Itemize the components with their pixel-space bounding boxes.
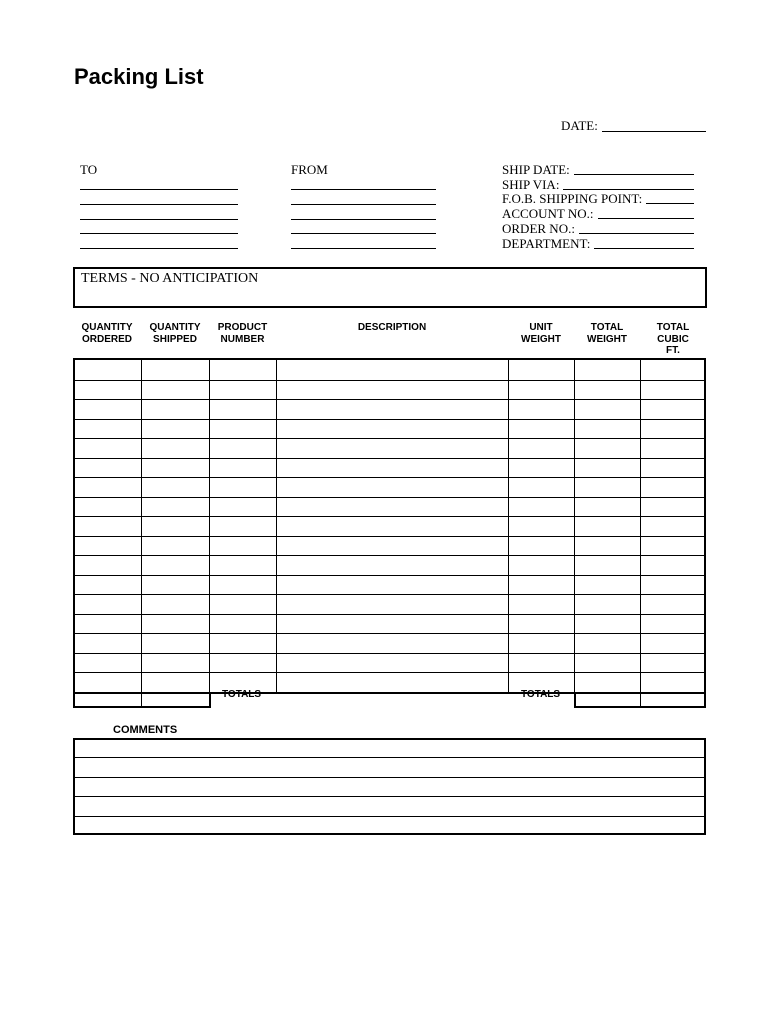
table-cell-qty-ordered[interactable] <box>75 439 140 457</box>
totals-label-right: TOTALS <box>521 689 561 700</box>
table-cell-product-number[interactable] <box>211 556 275 574</box>
table-cell-unit-weight[interactable] <box>510 459 573 477</box>
table-cell-product-number[interactable] <box>211 615 275 633</box>
table-cell-unit-weight[interactable] <box>510 615 573 633</box>
table-cell-qty-shipped[interactable] <box>143 381 208 399</box>
table-cell-total-cubic-ft[interactable] <box>642 537 705 555</box>
table-row <box>73 380 706 400</box>
table-cell-product-number[interactable] <box>211 654 275 672</box>
items-table <box>73 358 706 708</box>
table-cell-unit-weight[interactable] <box>510 537 573 555</box>
table-row <box>73 419 706 439</box>
table-cell-total-weight[interactable] <box>576 556 639 574</box>
table-cell-qty-ordered[interactable] <box>75 498 140 516</box>
table-cell-product-number[interactable] <box>211 576 275 594</box>
table-cell-total-weight[interactable] <box>576 400 639 418</box>
table-cell-product-number[interactable] <box>211 439 275 457</box>
table-cell-qty-shipped[interactable] <box>143 478 208 496</box>
date-label: DATE: <box>561 118 598 133</box>
column-header-total-cubic-ft: TOTAL CUBIC FT. <box>656 322 690 356</box>
table-cell-total-weight[interactable] <box>576 498 639 516</box>
table-cell-qty-shipped[interactable] <box>143 634 208 652</box>
table-row <box>73 458 706 478</box>
to-heading: TO <box>80 162 98 177</box>
table-cell-unit-weight[interactable] <box>510 420 573 438</box>
table-cell-total-cubic-ft[interactable] <box>642 576 705 594</box>
column-header-description: DESCRIPTION <box>357 322 427 333</box>
table-cell-total-weight[interactable] <box>576 361 639 379</box>
table-cell-total-cubic-ft[interactable] <box>642 478 705 496</box>
table-row <box>73 614 706 634</box>
to-address-line[interactable] <box>80 219 238 220</box>
table-row <box>73 477 706 497</box>
comments-left-border <box>73 738 75 835</box>
table-cell-description[interactable] <box>278 537 507 555</box>
table-cell-total-weight[interactable] <box>576 478 639 496</box>
table-cell-qty-ordered[interactable] <box>75 576 140 594</box>
comment-line-field[interactable] <box>76 818 703 834</box>
table-cell-description[interactable] <box>278 400 507 418</box>
table-cell-product-number[interactable] <box>211 381 275 399</box>
table-cell-description[interactable] <box>278 673 507 691</box>
table-cell-qty-shipped[interactable] <box>143 361 208 379</box>
table-cell-qty-shipped[interactable] <box>143 420 208 438</box>
table-cell-unit-weight[interactable] <box>510 556 573 574</box>
table-row <box>73 672 706 692</box>
table-cell-description[interactable] <box>278 498 507 516</box>
comments-line <box>73 816 706 817</box>
comment-line-field[interactable] <box>76 759 703 775</box>
column-header-qty-shipped: QUANTITY SHIPPED <box>149 322 201 345</box>
table-cell-unit-weight[interactable] <box>510 654 573 672</box>
table-cell-qty-ordered[interactable] <box>75 478 140 496</box>
table-cell-qty-shipped[interactable] <box>143 576 208 594</box>
ship-field-label: SHIP VIA: <box>502 176 560 192</box>
to-address-line[interactable] <box>80 204 238 205</box>
table-cell-qty-ordered[interactable] <box>75 537 140 555</box>
table-cell-description[interactable] <box>278 439 507 457</box>
table-cell-description[interactable] <box>278 634 507 652</box>
table-cell-total-weight[interactable] <box>576 673 639 691</box>
table-cell-qty-ordered[interactable] <box>75 381 140 399</box>
comments-box <box>73 738 706 835</box>
column-header-product-number: PRODUCT NUMBER <box>217 322 268 345</box>
table-cell-product-number[interactable] <box>211 400 275 418</box>
comments-line <box>73 757 706 758</box>
table-cell-qty-ordered[interactable] <box>75 459 140 477</box>
table-cell-qty-shipped[interactable] <box>143 595 208 613</box>
table-cell-total-cubic-ft[interactable] <box>642 439 705 457</box>
comments-line <box>73 777 706 778</box>
from-address-line[interactable] <box>291 233 436 234</box>
ship-field-label: ACCOUNT NO.: <box>502 206 594 222</box>
table-cell-qty-ordered[interactable] <box>75 361 140 379</box>
table-cell-unit-weight[interactable] <box>510 634 573 652</box>
table-cell-qty-shipped[interactable] <box>143 439 208 457</box>
ship-field-blank[interactable] <box>598 218 695 219</box>
table-body-bottom <box>73 692 706 694</box>
comment-line-field[interactable] <box>76 798 703 814</box>
ship-field-row <box>502 162 712 177</box>
terms-text: TERMS - NO ANTICIPATION <box>81 271 259 286</box>
table-cell-total-cubic-ft[interactable] <box>642 361 705 379</box>
table-cell-unit-weight[interactable] <box>510 576 573 594</box>
table-cell-total-weight[interactable] <box>576 459 639 477</box>
column-header-unit-weight: UNIT WEIGHT <box>521 322 561 345</box>
table-cell-total-cubic-ft[interactable] <box>642 517 705 535</box>
to-address-line[interactable] <box>80 248 238 249</box>
table-cell-total-cubic-ft[interactable] <box>642 673 705 691</box>
table-row <box>73 594 706 614</box>
table-row <box>73 516 706 536</box>
table-cell-total-cubic-ft[interactable] <box>642 595 705 613</box>
table-cell-description[interactable] <box>278 459 507 477</box>
table-cell-total-weight[interactable] <box>576 420 639 438</box>
from-address-line[interactable] <box>291 189 436 190</box>
table-row <box>73 399 706 419</box>
ship-field-label: DEPARTMENT: <box>502 235 591 251</box>
totals-left-bottom <box>73 706 211 708</box>
table-cell-description[interactable] <box>278 517 507 535</box>
table-row <box>73 653 706 673</box>
table-cell-total-cubic-ft[interactable] <box>642 381 705 399</box>
comments-right-border <box>704 738 706 835</box>
table-cell-unit-weight[interactable] <box>510 595 573 613</box>
date-field[interactable] <box>602 131 706 132</box>
table-cell-description[interactable] <box>278 576 507 594</box>
from-address-line[interactable] <box>291 204 436 205</box>
totals-label-left: TOTALS <box>222 689 262 700</box>
column-header-total-weight: TOTAL WEIGHT <box>587 322 627 345</box>
table-cell-total-cubic-ft[interactable] <box>642 420 705 438</box>
table-cell-product-number[interactable] <box>211 459 275 477</box>
table-cell-total-weight[interactable] <box>576 615 639 633</box>
table-cell-qty-shipped[interactable] <box>143 517 208 535</box>
comment-line-field[interactable] <box>76 779 703 795</box>
table-cell-unit-weight[interactable] <box>510 400 573 418</box>
table-row <box>73 360 706 380</box>
ship-field-row <box>502 236 712 251</box>
table-cell-total-weight[interactable] <box>576 517 639 535</box>
table-cell-total-weight[interactable] <box>576 439 639 457</box>
table-row <box>73 575 706 595</box>
table-cell-total-cubic-ft[interactable] <box>642 400 705 418</box>
table-cell-qty-shipped[interactable] <box>143 615 208 633</box>
ship-field-row <box>502 192 712 207</box>
table-cell-product-number[interactable] <box>211 498 275 516</box>
table-cell-qty-shipped[interactable] <box>143 459 208 477</box>
ship-field-row <box>502 177 712 192</box>
table-cell-total-weight[interactable] <box>576 576 639 594</box>
table-row <box>73 536 706 556</box>
from-address-line[interactable] <box>291 248 436 249</box>
table-row <box>73 633 706 653</box>
table-cell-qty-ordered[interactable] <box>75 673 140 691</box>
table-cell-qty-shipped[interactable] <box>143 556 208 574</box>
table-cell-unit-weight[interactable] <box>510 439 573 457</box>
table-cell-product-number[interactable] <box>211 634 275 652</box>
ship-field-blank[interactable] <box>574 174 694 175</box>
table-cell-unit-weight[interactable] <box>510 478 573 496</box>
table-cell-total-cubic-ft[interactable] <box>642 634 705 652</box>
table-cell-description[interactable] <box>278 420 507 438</box>
table-cell-total-cubic-ft[interactable] <box>642 654 705 672</box>
table-cell-qty-ordered[interactable] <box>75 654 140 672</box>
table-cell-description[interactable] <box>278 381 507 399</box>
table-cell-total-weight[interactable] <box>576 381 639 399</box>
comments-label: COMMENTS <box>113 724 178 736</box>
ship-field-blank[interactable] <box>594 248 694 249</box>
table-cell-product-number[interactable] <box>211 517 275 535</box>
table-cell-total-weight[interactable] <box>576 595 639 613</box>
table-cell-description[interactable] <box>278 478 507 496</box>
table-cell-qty-ordered[interactable] <box>75 420 140 438</box>
table-cell-product-number[interactable] <box>211 420 275 438</box>
table-cell-qty-ordered[interactable] <box>75 400 140 418</box>
table-cell-total-cubic-ft[interactable] <box>642 556 705 574</box>
table-cell-total-weight[interactable] <box>576 537 639 555</box>
column-header-qty-ordered: QUANTITY ORDERED <box>81 322 133 345</box>
table-cell-product-number[interactable] <box>211 595 275 613</box>
ship-field-label: F.O.B. SHIPPING POINT: <box>502 191 643 207</box>
table-cell-total-cubic-ft[interactable] <box>642 615 705 633</box>
to-address-line[interactable] <box>80 189 238 190</box>
table-cell-unit-weight[interactable] <box>510 361 573 379</box>
table-cell-product-number[interactable] <box>211 478 275 496</box>
from-heading: FROM <box>291 162 328 177</box>
table-cell-total-weight[interactable] <box>576 634 639 652</box>
to-address-line[interactable] <box>80 233 238 234</box>
table-cell-qty-shipped[interactable] <box>143 400 208 418</box>
ship-field-blank[interactable] <box>579 233 694 234</box>
table-cell-description[interactable] <box>278 361 507 379</box>
table-cell-qty-ordered[interactable] <box>75 556 140 574</box>
table-cell-product-number[interactable] <box>211 537 275 555</box>
table-row <box>73 497 706 517</box>
ship-field-label: ORDER NO.: <box>502 220 575 236</box>
table-cell-qty-shipped[interactable] <box>143 654 208 672</box>
comments-line <box>73 796 706 797</box>
table-cell-description[interactable] <box>278 615 507 633</box>
table-cell-description[interactable] <box>278 654 507 672</box>
shipping-details <box>502 162 712 251</box>
totals-right-bottom <box>574 706 706 708</box>
ship-field-blank[interactable] <box>563 189 694 190</box>
table-cell-description[interactable] <box>278 595 507 613</box>
ship-field-label: SHIP DATE: <box>502 161 570 177</box>
table-cell-unit-weight[interactable] <box>510 517 573 535</box>
table-row <box>73 555 706 575</box>
table-cell-unit-weight[interactable] <box>510 381 573 399</box>
comment-line-field[interactable] <box>76 740 703 756</box>
table-cell-qty-shipped[interactable] <box>143 673 208 691</box>
ship-field-row <box>502 206 712 221</box>
page-title: Packing List <box>74 64 204 89</box>
table-cell-qty-ordered[interactable] <box>75 615 140 633</box>
table-cell-qty-shipped[interactable] <box>143 498 208 516</box>
table-cell-qty-shipped[interactable] <box>143 537 208 555</box>
table-cell-qty-ordered[interactable] <box>75 595 140 613</box>
table-cell-description[interactable] <box>278 556 507 574</box>
table-cell-total-cubic-ft[interactable] <box>642 498 705 516</box>
table-row <box>73 438 706 458</box>
table-cell-unit-weight[interactable] <box>510 498 573 516</box>
table-cell-total-weight[interactable] <box>576 654 639 672</box>
terms-box <box>73 267 707 308</box>
from-address-line[interactable] <box>291 219 436 220</box>
table-cell-qty-ordered[interactable] <box>75 634 140 652</box>
table-cell-total-cubic-ft[interactable] <box>642 459 705 477</box>
table-cell-product-number[interactable] <box>211 361 275 379</box>
ship-field-blank[interactable] <box>646 203 694 204</box>
table-cell-qty-ordered[interactable] <box>75 517 140 535</box>
ship-field-row <box>502 221 712 236</box>
